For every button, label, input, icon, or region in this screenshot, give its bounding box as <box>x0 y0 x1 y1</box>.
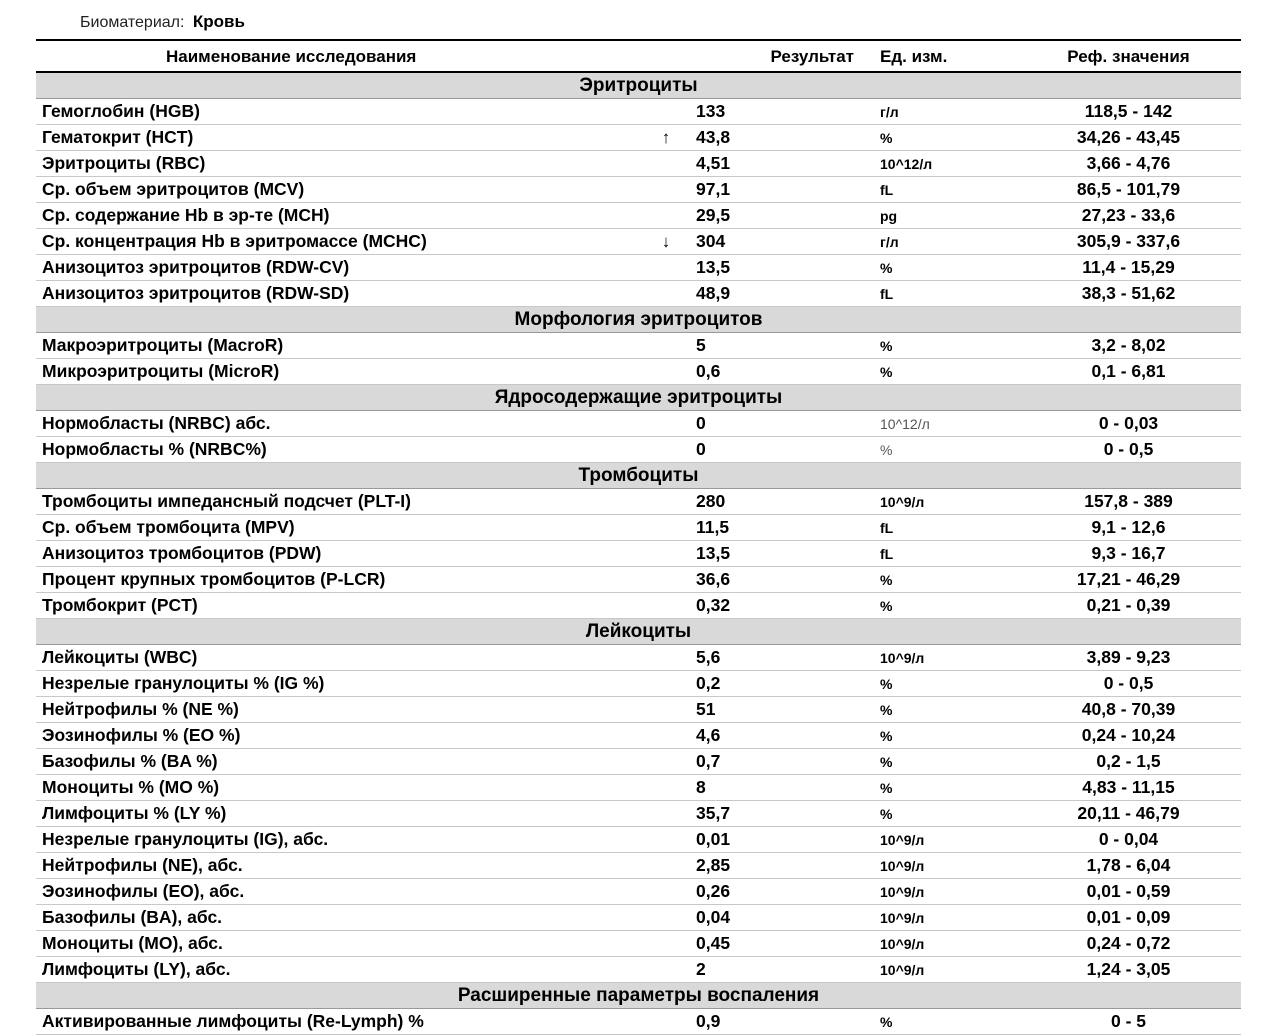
reference-range: 11,4 - 15,29 <box>1016 255 1241 281</box>
reference-range: 0 - 0,5 <box>1016 671 1241 697</box>
table-row <box>36 749 1241 775</box>
result-value: 0,2 <box>696 671 866 697</box>
abnormal-flag-icon <box>636 879 696 905</box>
unit-value: pg <box>866 203 1016 229</box>
result-value: 304 <box>696 229 866 255</box>
result-value: 5,6 <box>696 645 866 671</box>
reference-range: 20,11 - 46,79 <box>1016 801 1241 827</box>
reference-range: 0,01 - 0,59 <box>1016 879 1241 905</box>
abnormal-flag-icon <box>636 645 696 671</box>
reference-range: 40,8 - 70,39 <box>1016 697 1241 723</box>
abnormal-flag-icon: ↑ <box>636 125 696 151</box>
reference-range: 17,21 - 46,29 <box>1016 567 1241 593</box>
abnormal-flag-icon <box>636 333 696 359</box>
section-title: Тромбоциты <box>36 463 1241 489</box>
test-name: Анизоцитоз эритроцитов (RDW-CV) <box>36 255 636 281</box>
test-name: Эозинофилы % (EO %) <box>36 723 636 749</box>
reference-range: 1,24 - 3,05 <box>1016 957 1241 983</box>
section-header-row <box>36 463 1241 489</box>
reference-range: 3,2 - 8,02 <box>1016 333 1241 359</box>
unit-value: 10^9/л <box>866 957 1016 983</box>
abnormal-flag-icon <box>636 281 696 307</box>
unit-value: 10^9/л <box>866 931 1016 957</box>
abnormal-flag-icon <box>636 99 696 125</box>
test-name: Тромбоциты импедансный подсчет (PLT-I) <box>36 489 636 515</box>
test-name: Эритроциты (RBC) <box>36 151 636 177</box>
result-value: 0,32 <box>696 593 866 619</box>
table-row <box>36 437 1241 463</box>
unit-value: % <box>866 255 1016 281</box>
test-name: Гематокрит (HCT) <box>36 125 636 151</box>
abnormal-flag-icon <box>636 801 696 827</box>
results-body <box>36 72 1241 1035</box>
table-row <box>36 541 1241 567</box>
abnormal-flag-icon <box>636 203 696 229</box>
abnormal-flag-icon <box>636 723 696 749</box>
reference-range: 3,66 - 4,76 <box>1016 151 1241 177</box>
table-row <box>36 125 1241 151</box>
unit-value: % <box>866 567 1016 593</box>
abnormal-flag-icon <box>636 697 696 723</box>
reference-range: 86,5 - 101,79 <box>1016 177 1241 203</box>
test-name: Лимфоциты % (LY %) <box>36 801 636 827</box>
result-value: 29,5 <box>696 203 866 229</box>
table-row <box>36 957 1241 983</box>
result-value: 0 <box>696 437 866 463</box>
test-name: Базофилы % (BA %) <box>36 749 636 775</box>
abnormal-flag-icon <box>636 931 696 957</box>
reference-range: 9,1 - 12,6 <box>1016 515 1241 541</box>
unit-value: % <box>866 359 1016 385</box>
table-row <box>36 671 1241 697</box>
unit-value: 10^9/л <box>866 827 1016 853</box>
abnormal-flag-icon <box>636 1009 696 1035</box>
result-value: 0,7 <box>696 749 866 775</box>
abnormal-flag-icon <box>636 151 696 177</box>
unit-value: % <box>866 593 1016 619</box>
table-row <box>36 489 1241 515</box>
biomaterial-value: Кровь <box>192 12 245 31</box>
reference-range: 118,5 - 142 <box>1016 99 1241 125</box>
result-value: 0 <box>696 411 866 437</box>
reference-range: 9,3 - 16,7 <box>1016 541 1241 567</box>
results-table <box>36 42 1241 1035</box>
result-value: 4,51 <box>696 151 866 177</box>
unit-value: fL <box>866 281 1016 307</box>
result-value: 280 <box>696 489 866 515</box>
table-row <box>36 593 1241 619</box>
section-header-row <box>36 983 1241 1009</box>
reference-range: 4,83 - 11,15 <box>1016 775 1241 801</box>
table-row <box>36 827 1241 853</box>
test-name: Лимфоциты (LY), абс. <box>36 957 636 983</box>
unit-value: % <box>866 749 1016 775</box>
reference-range: 3,89 - 9,23 <box>1016 645 1241 671</box>
result-value: 43,8 <box>696 125 866 151</box>
result-value: 0,6 <box>696 359 866 385</box>
unit-value: % <box>866 125 1016 151</box>
unit-value: 10^9/л <box>866 879 1016 905</box>
result-value: 0,01 <box>696 827 866 853</box>
reference-range: 0,2 - 1,5 <box>1016 749 1241 775</box>
abnormal-flag-icon <box>636 775 696 801</box>
test-name: Нейтрофилы % (NE %) <box>36 697 636 723</box>
reference-range: 1,78 - 6,04 <box>1016 853 1241 879</box>
result-value: 0,26 <box>696 879 866 905</box>
abnormal-flag-icon <box>636 411 696 437</box>
reference-range: 38,3 - 51,62 <box>1016 281 1241 307</box>
result-value: 4,6 <box>696 723 866 749</box>
section-title: Эритроциты <box>36 72 1241 99</box>
reference-range: 0,24 - 0,72 <box>1016 931 1241 957</box>
section-title: Расширенные параметры воспаления <box>36 983 1241 1009</box>
test-name: Тромбокрит (PCT) <box>36 593 636 619</box>
abnormal-flag-icon <box>636 567 696 593</box>
result-value: 48,9 <box>696 281 866 307</box>
table-row <box>36 411 1241 437</box>
table-row <box>36 879 1241 905</box>
header-unit: Ед. изм. <box>866 42 1016 72</box>
result-value: 11,5 <box>696 515 866 541</box>
result-value: 5 <box>696 333 866 359</box>
header-ref: Реф. значения <box>1016 42 1241 72</box>
header-row <box>36 42 1241 72</box>
table-row <box>36 567 1241 593</box>
table-row <box>36 281 1241 307</box>
abnormal-flag-icon <box>636 593 696 619</box>
result-value: 36,6 <box>696 567 866 593</box>
result-value: 35,7 <box>696 801 866 827</box>
result-value: 133 <box>696 99 866 125</box>
test-name: Макроэритроциты (MacroR) <box>36 333 636 359</box>
test-name: Ср. объем тромбоцита (MPV) <box>36 515 636 541</box>
test-name: Нормобласты (NRBC) абс. <box>36 411 636 437</box>
reference-range: 0 - 0,04 <box>1016 827 1241 853</box>
unit-value: % <box>866 437 1016 463</box>
table-row <box>36 723 1241 749</box>
test-name: Незрелые гранулоциты % (IG %) <box>36 671 636 697</box>
result-value: 97,1 <box>696 177 866 203</box>
test-name: Ср. содержание Hb в эр-те (MCH) <box>36 203 636 229</box>
table-row <box>36 1009 1241 1035</box>
test-name: Ср. объем эритроцитов (MCV) <box>36 177 636 203</box>
top-divider <box>36 39 1241 41</box>
table-row <box>36 853 1241 879</box>
section-title: Лейкоциты <box>36 619 1241 645</box>
reference-range: 0,24 - 10,24 <box>1016 723 1241 749</box>
unit-value: 10^9/л <box>866 645 1016 671</box>
result-value: 51 <box>696 697 866 723</box>
abnormal-flag-icon <box>636 515 696 541</box>
test-name: Ср. концентрация Hb в эритромассе (MCHC) <box>36 229 636 255</box>
unit-value: fL <box>866 541 1016 567</box>
table-row <box>36 99 1241 125</box>
result-value: 2 <box>696 957 866 983</box>
unit-value: % <box>866 723 1016 749</box>
section-header-row <box>36 307 1241 333</box>
unit-value: % <box>866 333 1016 359</box>
unit-value: 10^9/л <box>866 489 1016 515</box>
test-name: Лейкоциты (WBC) <box>36 645 636 671</box>
test-name: Активированные лимфоциты (Re-Lymph) % <box>36 1009 636 1035</box>
unit-value: fL <box>866 515 1016 541</box>
abnormal-flag-icon <box>636 671 696 697</box>
reference-range: 0 - 0,5 <box>1016 437 1241 463</box>
table-row <box>36 177 1241 203</box>
header-result: Результат <box>696 42 866 72</box>
result-value: 8 <box>696 775 866 801</box>
biomaterial-label: Биоматериал: <box>80 14 185 31</box>
header-flag <box>636 42 696 72</box>
unit-value: г/л <box>866 229 1016 255</box>
abnormal-flag-icon <box>636 489 696 515</box>
unit-value: fL <box>866 177 1016 203</box>
abnormal-flag-icon <box>636 905 696 931</box>
abnormal-flag-icon <box>636 541 696 567</box>
unit-value: % <box>866 1009 1016 1035</box>
reference-range: 0 - 0,03 <box>1016 411 1241 437</box>
header-name: Наименование исследования <box>36 42 636 72</box>
test-name: Анизоцитоз тромбоцитов (PDW) <box>36 541 636 567</box>
test-name: Нейтрофилы (NE), абс. <box>36 853 636 879</box>
unit-value: 10^12/л <box>866 151 1016 177</box>
result-value: 0,45 <box>696 931 866 957</box>
table-row <box>36 255 1241 281</box>
unit-value: % <box>866 697 1016 723</box>
abnormal-flag-icon <box>636 957 696 983</box>
test-name: Анизоцитоз эритроцитов (RDW-SD) <box>36 281 636 307</box>
abnormal-flag-icon <box>636 359 696 385</box>
unit-value: % <box>866 671 1016 697</box>
test-name: Микроэритроциты (MicroR) <box>36 359 636 385</box>
table-row <box>36 229 1241 255</box>
result-value: 0,04 <box>696 905 866 931</box>
unit-value: % <box>866 775 1016 801</box>
test-name: Моноциты (MO), абс. <box>36 931 636 957</box>
abnormal-flag-icon <box>636 255 696 281</box>
table-row <box>36 775 1241 801</box>
test-name: Гемоглобин (HGB) <box>36 99 636 125</box>
section-title: Морфология эритроцитов <box>36 307 1241 333</box>
reference-range: 0,1 - 6,81 <box>1016 359 1241 385</box>
test-name: Моноциты % (MO %) <box>36 775 636 801</box>
table-row <box>36 359 1241 385</box>
unit-value: 10^12/л <box>866 411 1016 437</box>
test-name: Нормобласты % (NRBC%) <box>36 437 636 463</box>
table-row <box>36 151 1241 177</box>
reference-range: 34,26 - 43,45 <box>1016 125 1241 151</box>
unit-value: 10^9/л <box>866 853 1016 879</box>
test-name: Базофилы (BA), абс. <box>36 905 636 931</box>
table-row <box>36 515 1241 541</box>
reference-range: 0 - 5 <box>1016 1009 1241 1035</box>
biomaterial-line <box>80 12 245 32</box>
table-row <box>36 333 1241 359</box>
reference-range: 0,21 - 0,39 <box>1016 593 1241 619</box>
section-header-row <box>36 619 1241 645</box>
table-row <box>36 905 1241 931</box>
abnormal-flag-icon <box>636 749 696 775</box>
reference-range: 0,01 - 0,09 <box>1016 905 1241 931</box>
test-name: Процент крупных тромбоцитов (P-LCR) <box>36 567 636 593</box>
section-header-row <box>36 385 1241 411</box>
section-title: Ядросодержащие эритроциты <box>36 385 1241 411</box>
abnormal-flag-icon <box>636 827 696 853</box>
reference-range: 305,9 - 337,6 <box>1016 229 1241 255</box>
abnormal-flag-icon <box>636 853 696 879</box>
test-name: Эозинофилы (EO), абс. <box>36 879 636 905</box>
table-row <box>36 801 1241 827</box>
unit-value: % <box>866 801 1016 827</box>
test-name: Незрелые гранулоциты (IG), абс. <box>36 827 636 853</box>
result-value: 13,5 <box>696 255 866 281</box>
reference-range: 157,8 - 389 <box>1016 489 1241 515</box>
result-value: 2,85 <box>696 853 866 879</box>
unit-value: г/л <box>866 99 1016 125</box>
section-header-row <box>36 72 1241 99</box>
unit-value: 10^9/л <box>866 905 1016 931</box>
table-row <box>36 645 1241 671</box>
table-row <box>36 203 1241 229</box>
abnormal-flag-icon: ↓ <box>636 229 696 255</box>
abnormal-flag-icon <box>636 177 696 203</box>
reference-range: 27,23 - 33,6 <box>1016 203 1241 229</box>
result-value: 0,9 <box>696 1009 866 1035</box>
abnormal-flag-icon <box>636 437 696 463</box>
table-row <box>36 697 1241 723</box>
table-row <box>36 931 1241 957</box>
result-value: 13,5 <box>696 541 866 567</box>
